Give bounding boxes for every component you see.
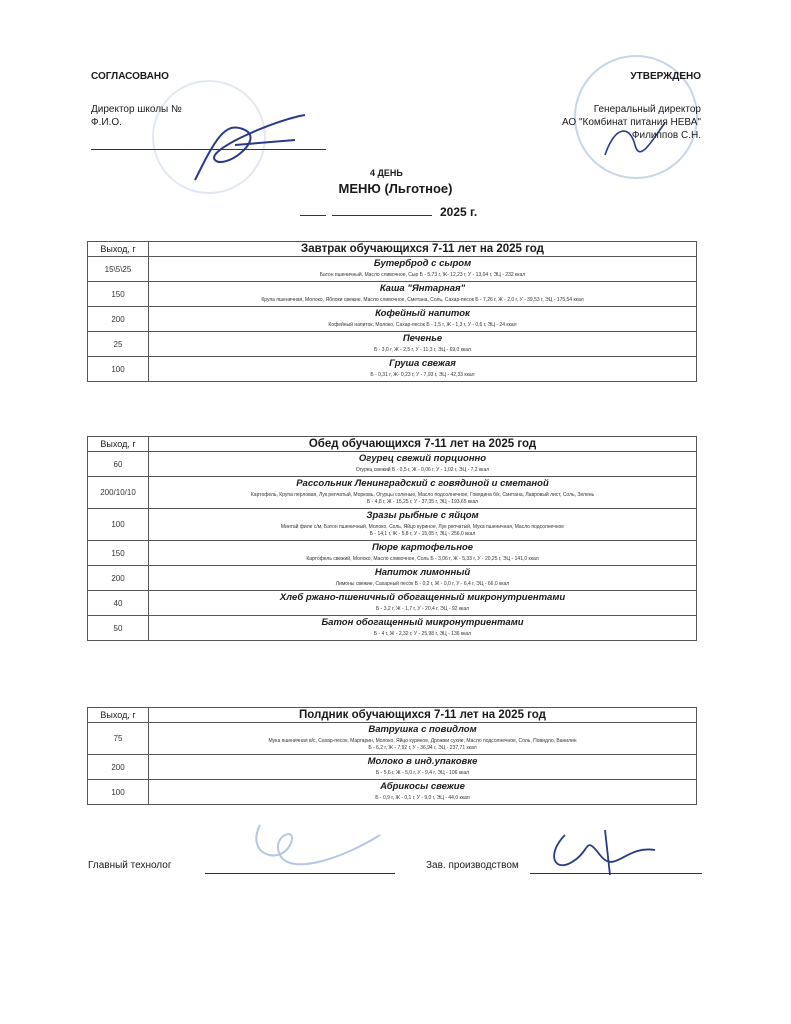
table-row <box>88 541 697 566</box>
table-row <box>88 357 697 382</box>
meal-table <box>87 241 697 382</box>
dish-nutrition: Минтай филе с/м, Батон пшеничный, Молоко, Соль, Яйцо куриное, Лук репчатый, Мука пшеничная, Масло подсолнечное Б - 14,1 г, Ж - 5,8 г, У - 15,05 г, ЭЦ - 256,0 ккал <box>280 524 565 537</box>
dish-nutrition: Лимоны свежие, Сахарный песок Б - 0,2 г, Ж - 0,0 г, У - 6,4 г, ЭЦ - 66,0 ккал <box>335 581 510 587</box>
agreed-label: СОГЛАСОВАНО <box>91 71 169 82</box>
approved-label: УТВЕРЖДЕНО <box>630 71 701 82</box>
table-row <box>88 509 697 541</box>
table-row <box>88 616 697 641</box>
dish-cell <box>149 591 697 616</box>
dish-name: Батон обогащенный микронутриентами <box>321 617 524 628</box>
deputy-prod-line <box>530 873 702 874</box>
table-row <box>88 477 697 509</box>
dish-name: Хлеб ржано-пшеничный обогащенный микронутриентами <box>279 592 566 603</box>
dish-cell <box>149 509 697 541</box>
output-column-header: Выход, г <box>88 437 149 452</box>
meal-table <box>87 436 697 641</box>
dish-name: Каша "Янтарная" <box>379 283 466 294</box>
dish-name: Печенье <box>402 333 443 344</box>
dish-cell <box>149 755 697 780</box>
dish-cell <box>149 452 697 477</box>
meal-table <box>87 707 697 805</box>
table-row <box>88 452 697 477</box>
output-weight: 25 <box>88 332 149 357</box>
dish-nutrition: Батон пшеничный, Масло сливочное, Сыр Б - 5,73 г, Ж- 12,23 г, У - 13,04 г, ЭЦ - 232 ккал <box>319 272 526 278</box>
director-signature <box>185 100 315 190</box>
output-weight: 200/10/10 <box>88 477 149 509</box>
dish-nutrition: Картофель, Крупа перловая, Лук репчатый, Морковь, Огурцы соленые, Масло подсолнечное, Говядина б/к, Сметана, Лавровый лист, Соль, Зелень Б - 4,8 г, Ж - 15,25 г, У - 37,35 г, ЭЦ - 193,65 ккал <box>250 492 595 505</box>
year-label: 2025 г. <box>440 205 478 219</box>
dish-name: Рассольник Ленинградский с говядиной и сметаной <box>296 478 549 489</box>
dish-nutrition: Б - 3,0 г, Ж - 2,5 г, У - 11,3 г, ЭЦ - 69,0 ккал <box>374 347 471 353</box>
prod-signature <box>545 825 665 880</box>
dish-name: Груша свежая <box>389 358 456 369</box>
output-weight: 150 <box>88 282 149 307</box>
output-weight: 200 <box>88 307 149 332</box>
chief-tech-line <box>205 873 395 874</box>
output-weight: 200 <box>88 755 149 780</box>
output-weight: 75 <box>88 723 149 755</box>
table-row <box>88 723 697 755</box>
fio-label: Ф.И.О. <box>91 117 122 128</box>
menu-title: МЕНЮ (Льготное) <box>338 181 453 196</box>
output-weight: 200 <box>88 566 149 591</box>
dish-name: Пюре картофельное <box>371 542 474 553</box>
dish-nutrition: Б - 0,31 г, Ж- 0,23 г, У - 7,93 г, ЭЦ - 42,33 ккал <box>370 372 475 378</box>
dish-cell <box>149 477 697 509</box>
chief-tech-label: Главный технолог <box>88 860 172 871</box>
dish-name: Молоко в инд.упаковке <box>367 756 478 767</box>
output-weight: 15\5\25 <box>88 257 149 282</box>
director-name: Филиппов С.Н. <box>631 130 701 141</box>
output-weight: 50 <box>88 616 149 641</box>
school-director-label: Директор школы № <box>91 104 182 115</box>
table-row <box>88 566 697 591</box>
dish-cell <box>149 257 697 282</box>
agreed-block <box>91 71 182 128</box>
output-weight: 40 <box>88 591 149 616</box>
table-row <box>88 780 697 805</box>
date-line <box>300 205 477 219</box>
output-weight: 150 <box>88 541 149 566</box>
output-weight: 100 <box>88 780 149 805</box>
table-row <box>88 257 697 282</box>
dish-name: Зразы рыбные с яйцом <box>366 510 479 521</box>
dish-name: Напиток лимонный <box>374 567 471 578</box>
dish-cell <box>149 541 697 566</box>
dish-nutrition: Кофейный напиток, Молоко, Сахар-песок Б - 1,5 г, Ж - 1,3 г, У - 0,6 г, ЭЦ - 24 ккал <box>328 322 517 328</box>
deputy-prod-label: Зав. производством <box>426 860 519 871</box>
day-label: 4 ДЕНЬ <box>370 168 403 178</box>
dish-nutrition: Б - 4 г, Ж - 2,32 г, У - 25,98 г, ЭЦ - 136 ккал <box>373 631 472 637</box>
dish-cell <box>149 616 697 641</box>
approved-block <box>562 71 701 141</box>
dish-nutrition: Картофель свежий, Молоко, Масло сливочное, Соль Б - 3,06 г, Ж - 5,33 г, У - 20,25 г, ЭЦ - 141,0 ккал <box>306 556 539 562</box>
dish-nutrition: Мука пшеничная в/с, Сахар-песок, Маргарин, Молоко, Яйцо куриное, Дрожжи сухие, Масло подсолнечное, Соль, Повидло, Ванилин Б - 6,2 г, Ж - 7,92 г, У - 36,94 г, ЭЦ - 237,71 ккал <box>268 738 577 751</box>
dish-cell <box>149 357 697 382</box>
output-weight: 100 <box>88 509 149 541</box>
gen-director-label: Генеральный директор <box>593 104 701 115</box>
dish-name: Кофейный напиток <box>375 308 470 319</box>
company-label: АО "Комбинат питания НЕВА" <box>561 117 701 128</box>
table-row <box>88 755 697 780</box>
dish-name: Ватрушка с повидлом <box>368 724 477 735</box>
dish-name: Огурец свежий порционно <box>358 453 487 464</box>
table-row <box>88 332 697 357</box>
dish-cell <box>149 723 697 755</box>
dish-nutrition: Огурец свежий Б - 0,5 г, Ж - 0,06 г, У - 1,02 г, ЭЦ - 7,2 ккал <box>355 467 490 473</box>
agreed-signature-line <box>91 149 326 150</box>
output-weight: 100 <box>88 357 149 382</box>
meal-title: Завтрак обучающихся 7-11 лет на 2025 год <box>149 242 697 257</box>
dish-name: Бутерброд с сыром <box>373 258 472 269</box>
dish-cell <box>149 566 697 591</box>
table-row <box>88 307 697 332</box>
meal-title: Полдник обучающихся 7-11 лет на 2025 год <box>149 708 697 723</box>
table-row <box>88 591 697 616</box>
dish-name: Абрикосы свежие <box>380 781 465 792</box>
dish-cell <box>149 332 697 357</box>
output-weight: 60 <box>88 452 149 477</box>
dish-nutrition: Крупа пшеничная, Молоко, Яблоки свежие, Масло сливочное, Сметана, Соль, Сахар-песок Б - 7,26 г, Ж - 2,0 г, У - 39,53 г, ЭЦ - 175,54 ккал <box>261 297 584 303</box>
tech-signature <box>240 815 390 875</box>
dish-cell <box>149 282 697 307</box>
table-row <box>88 282 697 307</box>
dish-cell <box>149 307 697 332</box>
output-column-header: Выход, г <box>88 708 149 723</box>
dish-cell <box>149 780 697 805</box>
dish-nutrition: Б - 5,6 г, Ж - 5,0 г, У - 9,4 г, ЭЦ - 106 ккал <box>375 770 470 776</box>
output-column-header: Выход, г <box>88 242 149 257</box>
meal-title: Обед обучающихся 7-11 лет на 2025 год <box>149 437 697 452</box>
dish-nutrition: Б - 0,9 г, Ж - 0,1 г, У - 9,0 г, ЭЦ - 44,0 ккал <box>375 795 470 801</box>
dish-nutrition: Б - 3,2 г, Ж - 1,7 г, У - 20,4 г, ЭЦ - 92 ккал <box>375 606 470 612</box>
